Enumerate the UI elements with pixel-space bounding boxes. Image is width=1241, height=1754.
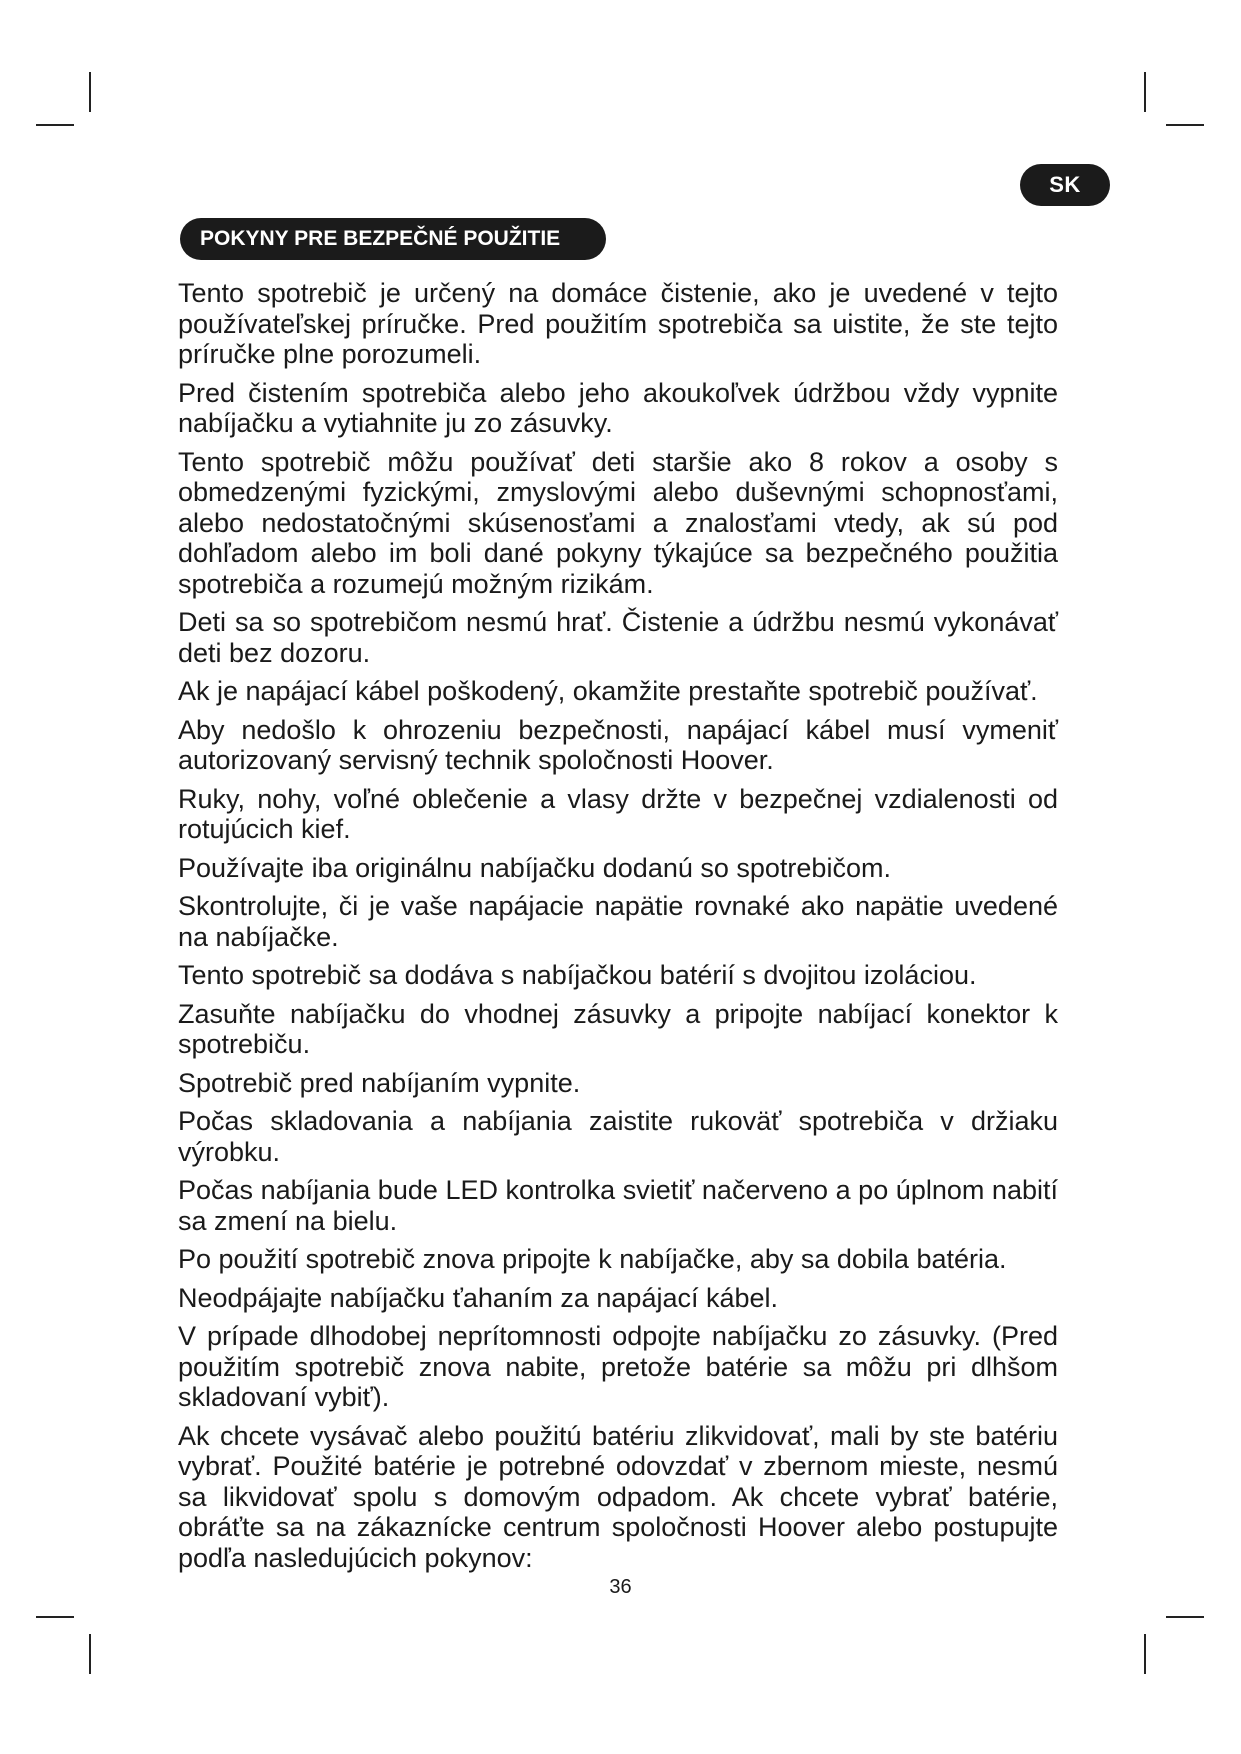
paragraph: Skontrolujte, či je vaše napájacie napätie rovnaké ako napätie uvedené na nabíjačke. (178, 891, 1058, 952)
paragraph: Ruky, nohy, voľné oblečenie a vlasy držte v bezpečnej vzdialenosti od rotujúcich kief. (178, 783, 1058, 844)
paragraph: Tento spotrebič sa dodáva s nabíjačkou batérií s dvojitou izoláciou. (178, 960, 977, 990)
crop-mark-top-right-horizontal (1166, 124, 1204, 126)
paragraph: Spotrebič pred nabíjaním vypnite. (178, 1067, 581, 1098)
paragraph: Neodpájajte nabíjačku ťahaním za napájací kábel. (178, 1282, 779, 1313)
paragraph: Tento spotrebič je určený na domáce čistenie, ako je uvedené v tejto používateľskej príručke. Pred použitím spotrebiča sa uistite, že ste tejto príručke plne porozumeli. (178, 278, 1058, 369)
paragraph: Ak je napájací kábel poškodený, okamžite prestaňte spotrebič používať. (178, 676, 1038, 706)
paragraph: Aby nedošlo k ohrozeniu bezpečnosti, napájací kábel musí vymeniť autorizovaný servisný technik spoločnosti Hoover. (178, 714, 1058, 775)
crop-mark-bottom-right-horizontal (1166, 1616, 1204, 1618)
paragraph: Počas nabíjania bude LED kontrolka svietiť načerveno a po úplnom nabití sa zmení na bielu. (178, 1175, 1058, 1236)
paragraph: Tento spotrebič môžu používať deti staršie ako 8 rokov a osoby s obmedzenými fyzickými, zmyslovými alebo duševnými schopnosťami, alebo nedostatočnými skúsenosťami a znalosťami vtedy, ak sú pod dohľadom alebo im boli dané pokyny týkajúce sa bezpečného použitia spotrebiča a rozumejú možným rizikám. (178, 446, 1058, 599)
language-badge: SK (1020, 164, 1110, 206)
crop-mark-top-left-vertical (89, 72, 91, 112)
paragraph: Pred čistením spotrebiča alebo jeho akoukoľvek údržbou vždy vypnite nabíjačku a vytiahnite ju zo zásuvky. (178, 377, 1058, 438)
page-number: 36 (609, 1576, 632, 1598)
crop-mark-bottom-right-vertical (1144, 1634, 1146, 1674)
paragraph: Po použití spotrebič znova pripojte k nabíjačke, aby sa dobila batéria. (178, 1244, 1007, 1274)
paragraph: Ak chcete vysávač alebo použitú batériu zlikvidovať, mali by ste batériu vybrať. Použité batérie je potrebné odovzdať v zbernom mieste, nesmú sa likvidovať spolu s domovým odpadom. Ak chcete vybrať batérie, obráťte sa na zákaznícke centrum spoločnosti Hoover alebo postupujte podľa nasledujúcich pokynov: (178, 1420, 1058, 1573)
section-title: POKYNY PRE BEZPEČNÉ POUŽITIE (180, 218, 606, 260)
paragraph: Deti sa so spotrebičom nesmú hrať. Čistenie a údržbu nesmú vykonávať deti bez dozoru. (178, 607, 1058, 668)
crop-mark-top-left-horizontal (36, 124, 74, 126)
safety-instructions-body (178, 278, 1058, 1581)
paragraph: Počas skladovania a nabíjania zaistite rukoväť spotrebiča v držiaku výrobku. (178, 1106, 1058, 1167)
crop-mark-bottom-left-vertical (89, 1634, 91, 1674)
paragraph: Zasuňte nabíjačku do vhodnej zásuvky a pripojte nabíjací konektor k spotrebiču. (178, 998, 1058, 1059)
paragraph: V prípade dlhodobej neprítomnosti odpojte nabíjačku zo zásuvky. (Pred použitím spotrebič znova nabite, pretože batérie sa môžu pri dlhšom skladovaní vybiť). (178, 1321, 1058, 1412)
crop-mark-bottom-left-horizontal (36, 1616, 74, 1618)
paragraph: Používajte iba originálnu nabíjačku dodanú so spotrebičom. (178, 852, 891, 883)
crop-mark-top-right-vertical (1144, 72, 1146, 112)
